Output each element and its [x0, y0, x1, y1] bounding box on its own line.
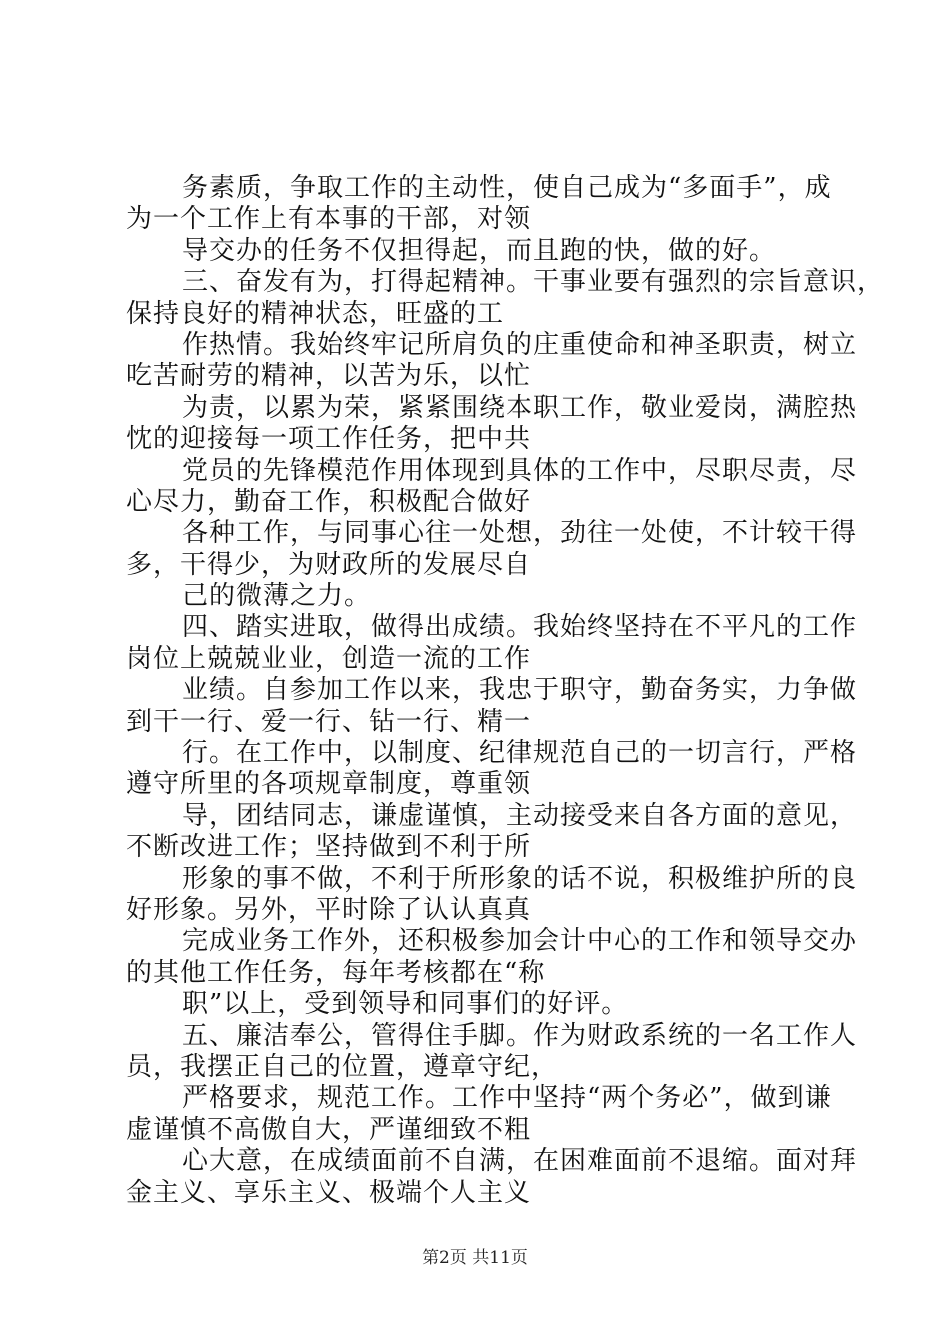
text-line: 业绩。自参加工作以来，我忠于职守，勤奋务实，力争做 [182, 675, 858, 706]
text-line: 完成业务工作外，还积极参加会计中心的工作和领导交办 [182, 926, 858, 957]
text-line: 心大意，在成绩面前不自满，在困难面前不退缩。面对拜 [182, 1146, 858, 1177]
text-line: 岗位上兢兢业业，创造一流的工作 [126, 643, 532, 674]
text-line: 吃苦耐劳的精神，以苦为乐，以忙 [126, 361, 532, 392]
text-line: 己的微薄之力。 [182, 581, 372, 612]
text-line: 心尽力，勤奋工作，积极配合做好 [126, 486, 532, 517]
text-line: 各种工作，与同事心往一处想，劲往一处使，不计较干得 [182, 518, 858, 549]
text-line: 作热情。我始终牢记所肩负的庄重使命和神圣职责，树立 [182, 329, 858, 360]
text-line: 遵守所里的各项规章制度，尊重领 [126, 769, 532, 800]
text-line: 保持良好的精神状态，旺盛的工 [126, 298, 505, 329]
text-line: 为责，以累为荣，紧紧围绕本职工作，敬业爱岗，满腔热 [182, 392, 858, 423]
text-line: 务素质，争取工作的主动性，使自己成为“多面手”，成 [182, 173, 832, 203]
text-line: 导交办的任务不仅担得起，而且跑的快，做的好。 [182, 235, 777, 266]
text-line: 不断改进工作；坚持做到不利于所 [126, 832, 532, 863]
document-body [126, 172, 885, 1208]
text-line: 职”以上，受到领导和同事们的好评。 [182, 989, 629, 1020]
text-line: 金主义、享乐主义、极端个人主义 [126, 1177, 532, 1208]
text-line: 党员的先锋模范作用体现到具体的工作中，尽职尽责，尽 [182, 455, 858, 486]
text-line: 导，团结同志，谦虚谨慎，主动接受来自各方面的意见， [182, 800, 858, 831]
text-line: 虚谨慎不高傲自大，严谨细致不粗 [126, 1114, 532, 1145]
text-line: 的其他工作任务，每年考核都在“称 [126, 957, 546, 988]
text-line: 到干一行、爱一行、钻一行、精一 [126, 706, 532, 737]
text-line: 三、奋发有为，打得起精神。干事业要有强烈的宗旨意识， [182, 267, 885, 298]
text-line: 为一个工作上有本事的干部，对领 [126, 204, 532, 235]
text-line: 五、廉洁奉公，管得住手脚。作为财政系统的一名工作人 [182, 1020, 858, 1051]
text-line: 四、踏实进取，做得出成绩。我始终坚持在不平凡的工作 [182, 612, 858, 643]
text-line: 好形象。另外，平时除了认认真真 [126, 894, 532, 925]
page-footer: 第2页 共11页 [422, 1248, 528, 1268]
text-line: 员，我摆正自己的位置，遵章守纪， [126, 1051, 559, 1082]
text-line: 行。在工作中，以制度、纪律规范自己的一切言行，严格 [182, 738, 858, 769]
text-line: 忱的迎接每一项工作任务，把中共 [126, 424, 532, 455]
text-line: 形象的事不做，不利于所形象的话不说，积极维护所的良 [182, 863, 858, 894]
text-line: 严格要求，规范工作。工作中坚持“两个务必”，做到谦 [182, 1083, 832, 1114]
text-line: 多，干得少，为财政所的发展尽自 [126, 549, 532, 580]
